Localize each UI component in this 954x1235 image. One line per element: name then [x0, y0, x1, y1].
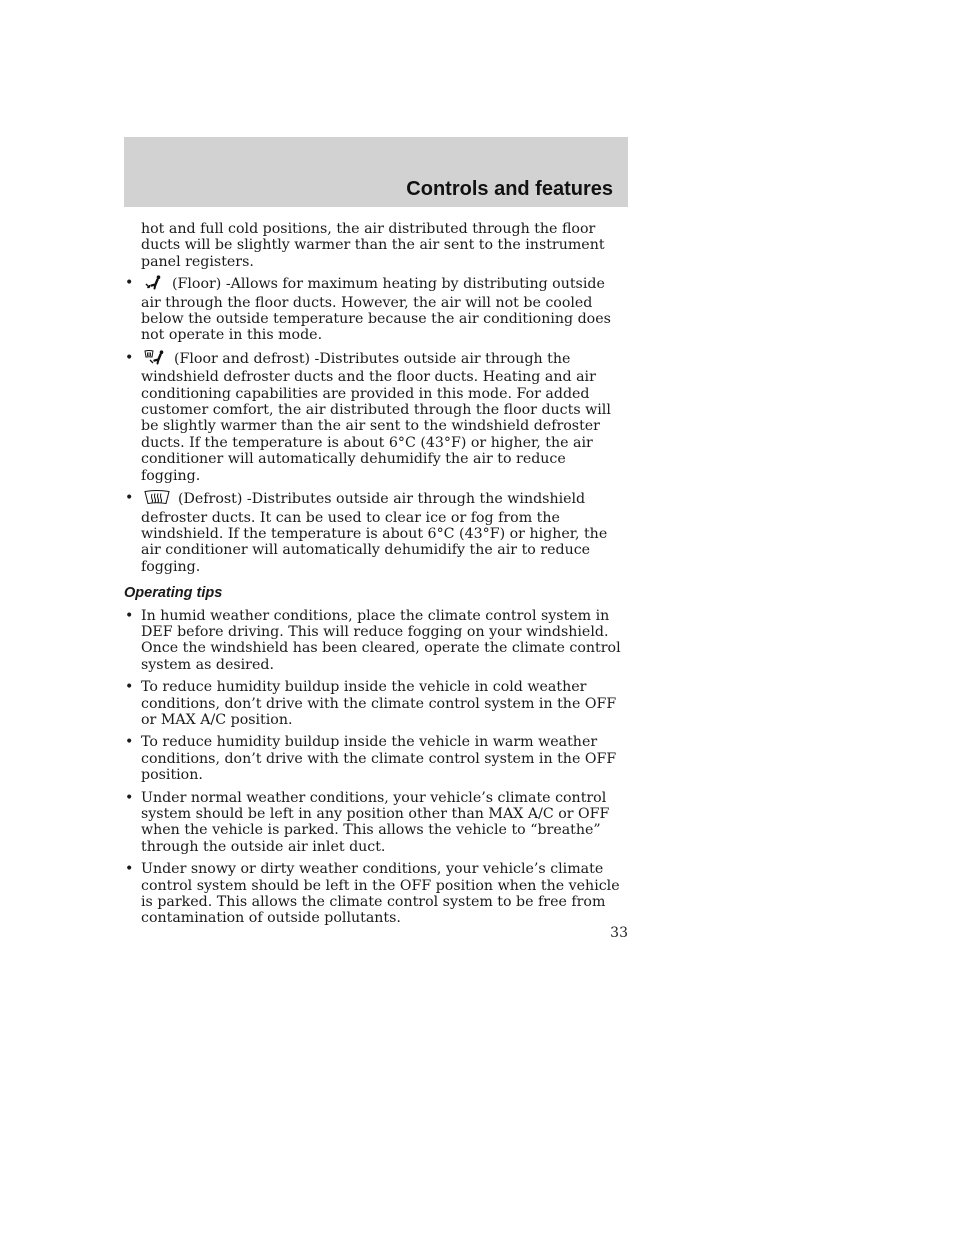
bullet: •: [125, 789, 134, 806]
section-title: Controls and features: [406, 178, 613, 200]
list-item: [124, 679, 624, 728]
section-header-band: [124, 137, 628, 207]
mode-description: (Floor) -Allows for maximum heating by distributing outside air through the floor ducts. However, the air will not be cooled below the outside temperature because the air conditioning does not operate in this mode.: [141, 276, 611, 344]
floor-defrost-mode-icon: [144, 350, 166, 369]
operating-tips-heading: Operating tips: [124, 585, 223, 602]
tip-text: Under normal weather conditions, your vehicle’s climate control system should be left in any position other than MAX A/C or OFF when the vehicle is parked. This allows the vehicle to “breathe” through the outside air inlet duct.: [141, 789, 610, 855]
bullet: •: [125, 490, 134, 507]
bullet: •: [125, 734, 134, 751]
bullet: •: [125, 607, 134, 624]
list-item: [124, 350, 624, 484]
mode-list: [124, 275, 624, 575]
list-item: [124, 608, 624, 674]
page-number: 33: [610, 925, 628, 941]
continuation-paragraph: hot and full cold positions, the air distributed through the floor ducts will be slightly warmer than the air sent to the instrument panel registers.: [141, 221, 605, 270]
bullet: •: [125, 349, 134, 366]
bullet: •: [125, 861, 134, 878]
list-item: [124, 734, 624, 783]
tip-text: Under snowy or dirty weather conditions, your vehicle’s climate control system should be left in the OFF position when the vehicle is parked. This allows the climate control system to be free from contamination of outside pollutants.: [141, 861, 620, 927]
tip-text: To reduce humidity buildup inside the vehicle in cold weather conditions, don’t drive with the climate control system in the OFF or MAX A/C position.: [141, 679, 617, 728]
operating-tips-list: [124, 608, 624, 927]
tip-text: In humid weather conditions, place the climate control system in DEF before driving. This will reduce fogging on your windshield. Once the windshield has been cleared, operate the climate control system as desired.: [141, 607, 621, 673]
list-item: [124, 490, 624, 575]
tip-text: To reduce humidity buildup inside the vehicle in warm weather conditions, don’t drive with the climate control system in the OFF position.: [141, 734, 617, 784]
list-item: [124, 790, 624, 856]
defrost-mode-icon: [144, 490, 170, 509]
list-item: [124, 861, 624, 927]
list-item: [124, 275, 624, 344]
bullet: •: [125, 679, 134, 696]
mode-description: (Floor and defrost) -Distributes outside air through the windshield defroster ducts and the floor ducts. Heating and air conditioning capabilities are provided in this mode. For added customer comfort, the air distributed through the floor ducts will be slightly warmer than the air sent to the windshield defroster ducts. If the temperature is about 6°C (43°F) or higher, the air conditioner will automatically dehumidify the air to reduce fogging.: [141, 350, 611, 484]
bullet: •: [125, 275, 134, 292]
floor-mode-icon: [144, 275, 164, 294]
page-content: [124, 221, 624, 933]
mode-description: (Defrost) -Distributes outside air through the windshield defroster ducts. It can be used to clear ice or fog from the windshield. If the temperature is about 6°C (43°F) or higher, the air conditioner will automatically dehumidify the air to reduce fogging.: [141, 491, 608, 575]
